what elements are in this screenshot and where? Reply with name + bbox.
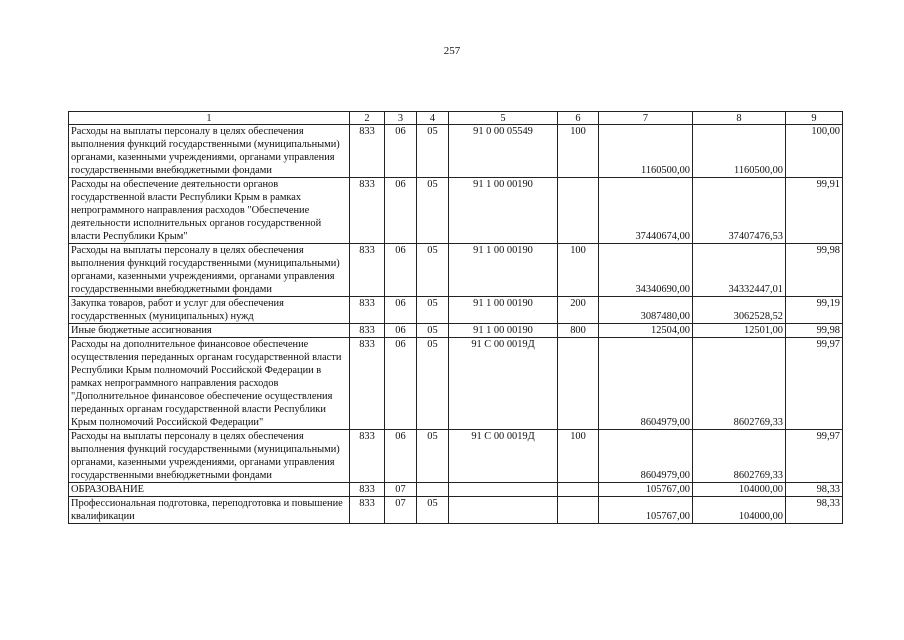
col-6-code: 100 (558, 125, 599, 178)
col-2-code: 833 (350, 244, 385, 297)
col-6-code (558, 178, 599, 244)
col-2-code: 833 (350, 324, 385, 338)
col-7-amount: 1160500,00 (599, 125, 693, 178)
header-cell: 6 (558, 112, 599, 125)
col-3-code: 06 (385, 297, 417, 324)
col-5-code: 91 1 00 00190 (449, 178, 558, 244)
table-row (69, 430, 843, 483)
col-8-amount: 37407476,53 (693, 178, 786, 244)
header-cell: 3 (385, 112, 417, 125)
col-7-amount: 34340690,00 (599, 244, 693, 297)
row-description: ОБРАЗОВАНИЕ (69, 483, 350, 497)
row-description: Закупка товаров, работ и услуг для обеспечения государственных (муниципальных) нужд (69, 297, 350, 324)
row-description: Профессиональная подготовка, переподготовка и повышение квалификации (69, 497, 350, 524)
col-9-percent: 99,98 (786, 244, 843, 297)
col-3-code: 07 (385, 483, 417, 497)
col-4-code: 05 (417, 430, 449, 483)
col-7-amount: 3087480,00 (599, 297, 693, 324)
col-8-amount: 8602769,33 (693, 338, 786, 430)
col-5-code: 91 1 00 00190 (449, 324, 558, 338)
col-3-code: 06 (385, 324, 417, 338)
col-9-percent: 99,91 (786, 178, 843, 244)
header-cell: 7 (599, 112, 693, 125)
col-5-code: 91 С 00 0019Д (449, 430, 558, 483)
table-row (69, 244, 843, 297)
col-9-percent: 99,19 (786, 297, 843, 324)
col-3-code: 06 (385, 430, 417, 483)
col-6-code: 100 (558, 244, 599, 297)
col-4-code: 05 (417, 324, 449, 338)
col-3-code: 06 (385, 338, 417, 430)
header-cell: 1 (69, 112, 350, 125)
col-7-amount: 37440674,00 (599, 178, 693, 244)
col-4-code (417, 483, 449, 497)
col-5-code: 91 1 00 00190 (449, 244, 558, 297)
col-9-percent: 98,33 (786, 483, 843, 497)
row-description: Иные бюджетные ассигнования (69, 324, 350, 338)
page-number: 257 (443, 45, 461, 57)
row-description: Расходы на выплаты персоналу в целях обеспечения выполнения функций государственными (муниципальными) органами, казенными учреждениями, органами управления государственными внебюджетными фондами (69, 244, 350, 297)
col-7-amount: 12504,00 (599, 324, 693, 338)
col-8-amount: 34332447,01 (693, 244, 786, 297)
col-4-code: 05 (417, 338, 449, 430)
table-row (69, 483, 843, 497)
table-row (69, 297, 843, 324)
col-2-code: 833 (350, 338, 385, 430)
col-4-code: 05 (417, 497, 449, 524)
table-row (69, 125, 843, 178)
col-8-amount: 1160500,00 (693, 125, 786, 178)
col-5-code: 91 1 00 00190 (449, 297, 558, 324)
header-cell: 8 (693, 112, 786, 125)
col-8-amount: 104000,00 (693, 483, 786, 497)
col-5-code: 91 С 00 0019Д (449, 338, 558, 430)
col-2-code: 833 (350, 430, 385, 483)
col-8-amount: 104000,00 (693, 497, 786, 524)
col-6-code: 800 (558, 324, 599, 338)
row-description: Расходы на выплаты персоналу в целях обеспечения выполнения функций государственными (муниципальными) органами, казенными учреждениями, органами управления государственными внебюджетными фондами (69, 125, 350, 178)
header-cell: 9 (786, 112, 843, 125)
col-6-code: 100 (558, 430, 599, 483)
col-6-code: 200 (558, 297, 599, 324)
col-4-code: 05 (417, 244, 449, 297)
col-7-amount: 105767,00 (599, 497, 693, 524)
col-2-code: 833 (350, 497, 385, 524)
col-9-percent: 98,33 (786, 497, 843, 524)
col-9-percent: 99,98 (786, 324, 843, 338)
col-3-code: 07 (385, 497, 417, 524)
col-9-percent: 99,97 (786, 338, 843, 430)
col-7-amount: 8604979,00 (599, 430, 693, 483)
table-row (69, 324, 843, 338)
col-4-code: 05 (417, 125, 449, 178)
col-6-code (558, 338, 599, 430)
col-5-code (449, 483, 558, 497)
col-7-amount: 8604979,00 (599, 338, 693, 430)
row-description: Расходы на выплаты персоналу в целях обеспечения выполнения функций государственными (муниципальными) органами, казенными учреждениями, органами управления государственными внебюджетными фондами (69, 430, 350, 483)
col-6-code (558, 483, 599, 497)
budget-table (68, 111, 843, 524)
col-9-percent: 100,00 (786, 125, 843, 178)
col-2-code: 833 (350, 297, 385, 324)
col-5-code: 91 0 00 05549 (449, 125, 558, 178)
col-5-code (449, 497, 558, 524)
header-cell: 5 (449, 112, 558, 125)
col-7-amount: 105767,00 (599, 483, 693, 497)
col-8-amount: 8602769,33 (693, 430, 786, 483)
header-cell: 2 (350, 112, 385, 125)
row-description: Расходы на обеспечение деятельности органов государственной власти Республики Крым в рамках непрограммного направления расходов "Обеспечение деятельности исполнительных органов государственной власти Республики Крым" (69, 178, 350, 244)
table-row (69, 338, 843, 430)
col-8-amount: 3062528,52 (693, 297, 786, 324)
table-row (69, 178, 843, 244)
row-description: Расходы на дополнительное финансовое обеспечение осуществления переданных органам государственной власти Республики Крым полномочий Российской Федерации в рамках непрограммного направления расходов "Дополнительное финансовое обеспечение осуществления переданных органам государственной власти Республики Крым полномочий Российской Федерации" (69, 338, 350, 430)
header-cell: 4 (417, 112, 449, 125)
col-3-code: 06 (385, 244, 417, 297)
col-3-code: 06 (385, 178, 417, 244)
table-row (69, 497, 843, 524)
col-4-code: 05 (417, 178, 449, 244)
col-2-code: 833 (350, 125, 385, 178)
col-8-amount: 12501,00 (693, 324, 786, 338)
col-9-percent: 99,97 (786, 430, 843, 483)
table-header-row (69, 112, 843, 125)
col-4-code: 05 (417, 297, 449, 324)
col-2-code: 833 (350, 483, 385, 497)
col-3-code: 06 (385, 125, 417, 178)
col-2-code: 833 (350, 178, 385, 244)
col-6-code (558, 497, 599, 524)
